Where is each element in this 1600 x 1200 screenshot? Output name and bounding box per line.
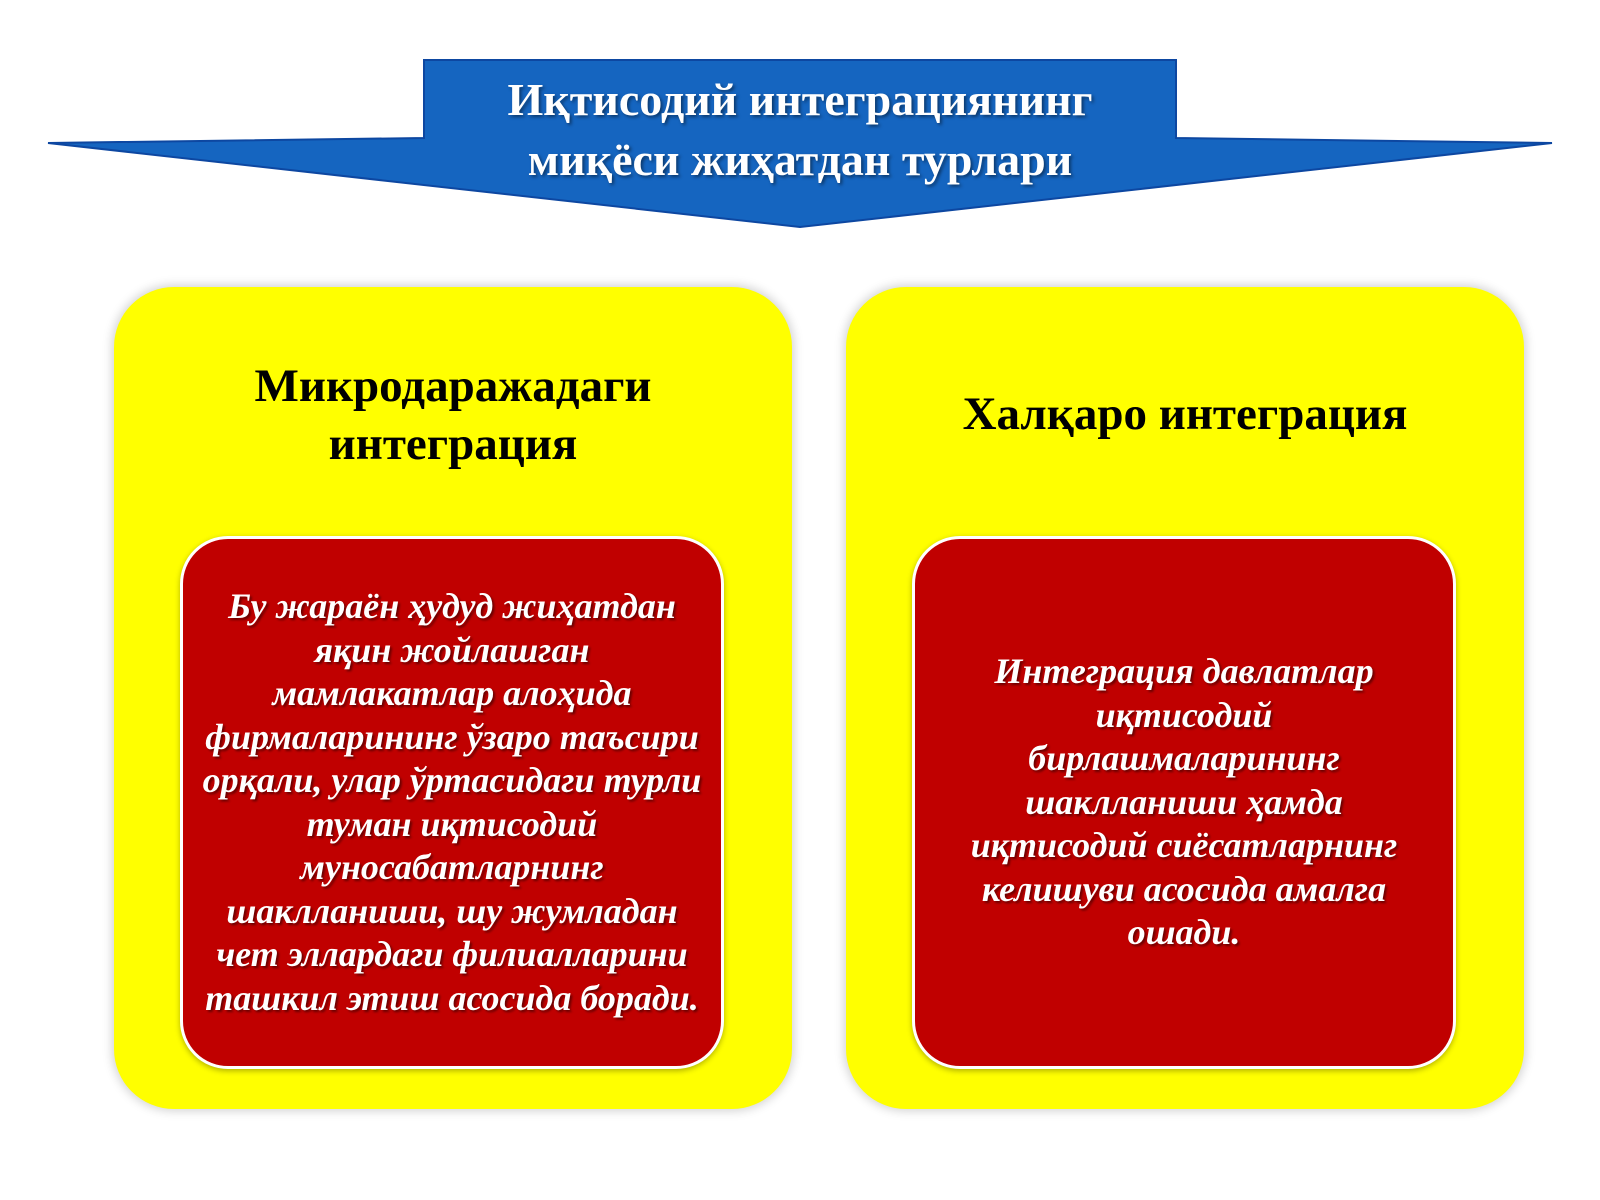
card-heading: Микродаражадаги интеграция bbox=[254, 360, 652, 470]
card-description: Бу жараён ҳудуд жиҳатдан яқин жойлашган мамлакатлар алоҳида фирмаларининг ўзаро таъсири орқали, улар ўртасидаги турли туман иқтисодий муносабатларнинг шаклланиши, шу жумладан чет эллардаги филиалларини ташкил этиш асосида боради. bbox=[202, 586, 702, 1018]
card-description-box bbox=[912, 536, 1456, 1069]
card-micro-integration bbox=[114, 287, 792, 1109]
card-heading: Халқаро интеграция bbox=[962, 388, 1408, 440]
card-description-box bbox=[180, 536, 724, 1069]
banner-title: Иқтисодий интеграциянинг миқёси жиҳатдан турлари bbox=[507, 74, 1093, 185]
card-international-integration bbox=[846, 287, 1524, 1109]
card-description: Интеграция давлатлар иқтисодий бирлашмаларининг шаклланиши ҳамда иқтисодий сиёсатларнинг келишуви асосида амалга ошади. bbox=[970, 651, 1398, 953]
